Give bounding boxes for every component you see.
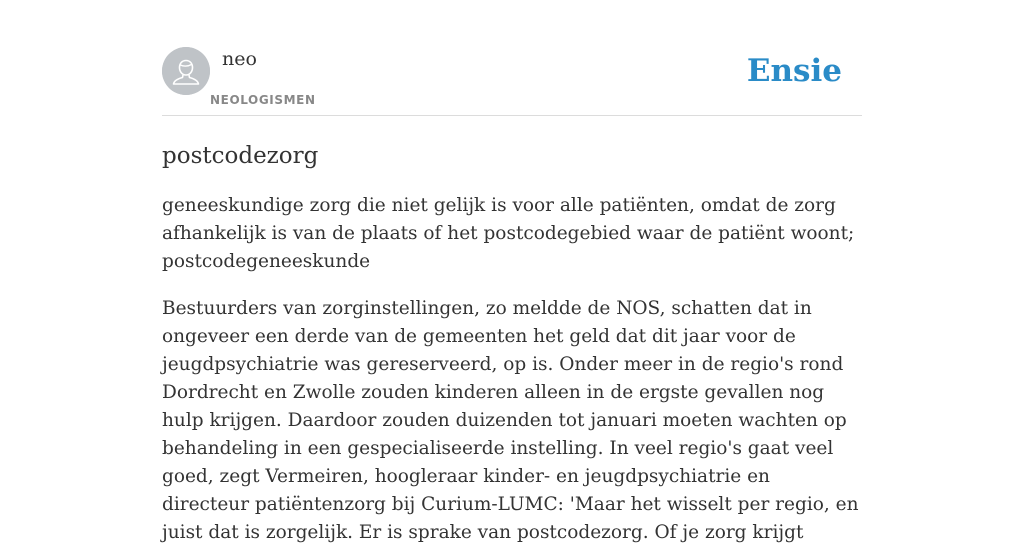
entry-card	[162, 47, 862, 547]
avatar[interactable]	[162, 47, 210, 95]
entry-example: Bestuurders van zorginstellingen, zo meldde de NOS, schatten dat in ongeveer een derde van de gemeenten het geld dat dit jaar voor de jeugdpsychiatrie was gereserveerd, op is. Onder meer in de regio's rond Dordrecht en Zwolle zouden kinderen alleen in de ergste gevallen nog hulp krijgen. Daardoor zouden duizenden tot januari moeten wachten op behandeling in een gespecialiseerde instelling. In veel regio's gaat veel goed, zegt Vermeiren, hoogleraar kinder- en jeugdpsychiatrie en directeur patiëntenzorg bij Curium-LUMC: 'Maar het wisselt per regio, en juist dat is zorgelijk. Er is sprake van postcodezorg. Of je zorg krijgt	[162, 298, 859, 543]
category-label[interactable]: NEOLOGISMEN	[210, 93, 316, 107]
author-name[interactable]: neo	[222, 48, 257, 70]
entry-title: postcodezorg	[162, 143, 319, 169]
user-silhouette-icon	[162, 47, 210, 95]
entry-header	[162, 47, 862, 116]
entry-definition: geneeskundige zorg die niet gelijk is voor alle patiënten, omdat de zorg afhankelijk is van de plaats of het postcodegebied waar de patiënt woont; postcodegeneeskunde	[162, 195, 855, 272]
ensie-logo[interactable]: Ensie	[746, 53, 842, 89]
